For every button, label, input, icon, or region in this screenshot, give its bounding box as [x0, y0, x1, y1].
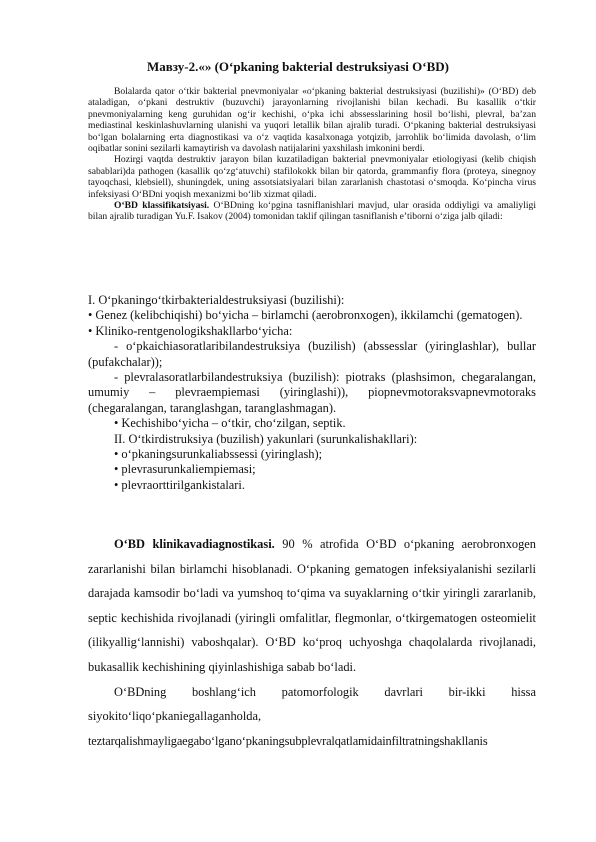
intro-section	[88, 86, 536, 223]
classification-item-intrapulmonary: - o‘pkaichiasoratlaribilandestruksiya (buzilish) (abssesslar (yiringlashlar), bullar (pufakchalar));	[88, 339, 536, 369]
diagnostics-heading: O‘BD klinikavadiagnostikasi.	[114, 537, 275, 551]
classification-list	[88, 293, 536, 493]
diagnostics-section	[88, 532, 536, 753]
classification-item-genesis: • Genez (kelibchiqishi) bo‘yicha – birlamchi (aerobronxogen), ikkilamchi (gematogen).	[88, 308, 523, 323]
classification-intro-paragraph	[88, 200, 536, 223]
classification-item-abscess: • o‘pkaningsurunkaliabssessi (yiringlash);	[114, 447, 323, 462]
classification-item-outcomes: II. O‘tkirdistruksiya (buzilish) yakunlari (surunkalishakllari):	[114, 431, 418, 446]
document-title: Мавзу-2.«» (O‘pkaning bakterial destruksiyasi O‘BD)	[147, 59, 449, 74]
intro-paragraph-1: Bolalarda qator o‘tkir bakterial pnevmoniyalar «o‘pkaning bakterial destruksiyasi (buzilishi)» (O‘BD) deb ataladigan, o‘pkani destruktiv (buzuvchi) jarayonlarning rivojlanishi bilan kechadi. Bu kasallik o‘tkir pnevmoniyalarning keng guruhidan og‘ir kechishi, o‘pka ichi abssesslarining hosil bo‘lishi, plevral, ba’zan mediastinal keskinlashuvlarning ulanishi va yuqori letallik bilan ajralib turadi. O‘pkaning bakterial destruksiyasi bo‘lgan bolalarning erta diagnostikasi va o‘z vaqtida kasalxonaga yotqizib, jarrohlik bo‘limida davolash, o‘lim oqibatlar sonini sezilarli kamaytirish va davolash natijalarini yaxshilash imkonini berdi.	[88, 86, 536, 155]
classification-item-clinical-forms: • Kliniko-rentgenologikshakllarbo‘yicha:	[88, 323, 293, 338]
pathomorphology-paragraph: O‘BDning boshlang‘ich patomorfologik davrlari bir-ikki hissa siyokito‘liqo‘pkaniegallaganholda,	[88, 684, 536, 724]
diagnostics-text: 90 % atrofida O‘BD o‘pkaning aerobronxogen zararlanishi bilan birlamchi hisoblanadi. O‘pkaning gematogen infeksiyalanishi sezilarli darajada kamsodir bo‘ladi va yumshoq to‘qima va suyaklarning o‘tkir yiringli zararlanib, septic kechishida rivojlanadi (yiringli omfalitlar, flegmonlar, o‘tkirgematogen osteomielit (ilikyallig‘lannishi) vaboshqalar). O‘BD ko‘proq uchyoshga chaqolalarda rivojlanadi, bukasallik kechishining qiyinlashishiga sabab bo‘ladi.	[88, 537, 537, 674]
classification-intro-text: O‘BDning ko‘pgina tasniflanishlari mavjud, ular orasida oddiyligi va amaliyligi bilan ajralib turadigan Yu.F. Isakov (2004) tomonidan taklif qilingan tasniflanish e’tiborni o‘ziga jalb qiladi:	[88, 200, 536, 223]
classification-item-cysts: • plevraorttirilgankistalari.	[114, 477, 245, 492]
classification-heading: O‘BD klassifikatsiyasi.	[114, 200, 210, 212]
classification-item-acute: I. O‘pkaningo‘tkirbakterialdestruksiyasi (buzilishi):	[88, 293, 345, 307]
pathomorphology-continuation: teztarqalishmayligaegabo‘lganо‘pkaningsubplevralqatlamidainfiltratningshakllanis	[88, 733, 488, 748]
intro-paragraph-2: Hozirgi vaqtda destruktiv jarayon bilan kuzatiladigan bakterial pnevmoniyalar etiologiyasi (kelib chiqish sabablari)da pathogen (kasallik qo‘zg‘atuvchi) stafilokokk bilan bir qatorda, grammanfiy flora (proteya, sinegnoy tayoqchasi, klebsiell), shuningdek, uning assotsiatsiyalari bilan zararlanish chastotasi o‘smoqda. Ko‘pincha virus infeksiyasi O‘BDni yoqish mexanizmi bo‘lib xizmat qiladi.	[88, 154, 536, 200]
classification-item-course: • Kechishibo‘yicha – o‘tkir, cho‘zilgan, septik.	[114, 416, 346, 431]
classification-item-pleural: - plevralasoratlarbilandestruksiya (buzilish): piotraks (plashsimon, chegaralangan, umumiy – plevraempiemasi (yiringlashi)), piopnevmotoraksvapnevmotoraks (chegaralangan, taranglashgan, taranglashmagan).	[88, 370, 536, 415]
diagnostics-paragraph	[88, 532, 536, 680]
classification-item-empyema: • plevrasurunkaliempiemasi;	[114, 462, 256, 477]
